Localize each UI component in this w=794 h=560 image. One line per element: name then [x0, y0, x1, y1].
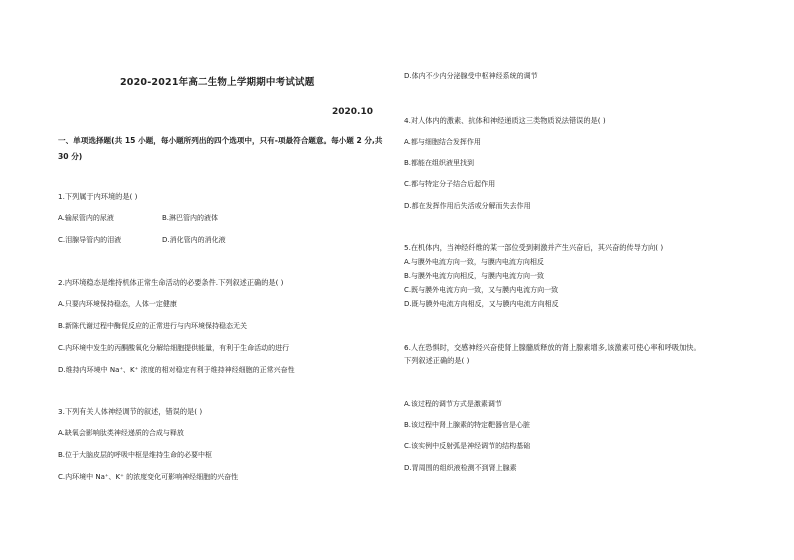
q2-option-c: C.内环境中发生的丙酮酸氧化分解给细胞提供能量，有利于生命活动的进行 [58, 344, 290, 352]
exam-title: 2020-2021年高二生物上学期期中考试试题 [120, 77, 315, 88]
q2-stem: 2.内环境稳态是维持机体正常生命活动的必要条件.下列叙述正确的是( ) [58, 278, 284, 287]
q4-option-a: A.都与细胞结合发挥作用 [404, 138, 481, 146]
q6-stem-line2: 下列叙述正确的是( ) [404, 356, 470, 365]
q5-option-a: A.与膜外电流方向一致，与膜内电流方向相反 [404, 258, 544, 266]
q3-option-b: B.位于大脑皮层的呼吸中枢是维持生命的必要中枢 [58, 451, 213, 459]
q1-option-b: B.淋巴管内的液体 [162, 214, 219, 222]
q3-stem: 3.下列有关人体神经调节的叙述，错误的是( ) [58, 407, 203, 416]
q6-option-c: C.该实例中反射弧是神经调节的结构基础 [404, 442, 531, 450]
section-heading-line1: 一、单项选择题(共 15 小题，每小题所列出的四个选项中，只有-项最符合题意。每小题 2 分,共 [58, 136, 383, 145]
q3-option-c: C.内环境中 Na⁺、K⁺ 的浓度变化可影响神经细胞的兴奋性 [58, 473, 239, 481]
q6-stem-line1: 6.人在恐惧时，交感神经兴奋使肾上腺髓质释放的肾上腺素增多,该激素可使心率和呼吸加快。 [404, 343, 701, 352]
q1-option-a: A.输尿管内的尿液 [58, 214, 114, 222]
q1-option-c: C.泪腺导管内的泪液 [58, 236, 122, 244]
q5-option-c: C.既与膜外电流方向一致，又与膜内电流方向一致 [404, 286, 559, 294]
q2-option-a: A.只要内环境保持稳态，人体一定健康 [58, 300, 177, 308]
exam-date: 2020.10 [332, 107, 373, 117]
q4-option-c: C.都与特定分子结合后起作用 [404, 180, 496, 188]
q4-stem: 4.对人体内的激素、抗体和神经递质这三类物质说法错误的是( ) [404, 116, 606, 125]
q1-option-d: D.消化管内的消化液 [162, 236, 226, 244]
q6-option-a: A.该过程的调节方式是激素调节 [404, 400, 502, 408]
q2-option-b: B.新陈代谢过程中酶促反应的正常进行与内环境保持稳态无关 [58, 322, 248, 330]
q3-option-a: A.缺氧会影响肽类神经递质的合成与释放 [58, 429, 184, 437]
q6-option-b: B.该过程中肾上腺素的特定靶器官是心脏 [404, 421, 531, 429]
section-heading-line2: 30 分) [58, 152, 83, 161]
q2-option-d: D.维持内环境中 Na⁺、K⁺ 浓度的相对稳定有利于维持神经细胞的正常兴奋性 [58, 366, 295, 374]
q5-stem: 5.在机体内，当神经纤维的某一部位受到刺激并产生兴奋后，其兴奋的传导方向( ) [404, 243, 664, 252]
q3-option-d: D.体内不少内分泌腺受中枢神经系统的调节 [404, 72, 538, 80]
q4-option-d: D.都在发挥作用后失活或分解而失去作用 [404, 202, 531, 210]
q6-option-d: D.胃周围的组织液检测不到肾上腺素 [404, 464, 517, 472]
q1-stem: 1.下列属于内环境的是( ) [58, 192, 138, 201]
q5-option-d: D.既与膜外电流方向相反，又与膜内电流方向相反 [404, 300, 559, 308]
q5-option-b: B.与膜外电流方向相反，与膜内电流方向一致 [404, 272, 545, 280]
q4-option-b: B.都能在组织液里找到 [404, 159, 475, 167]
